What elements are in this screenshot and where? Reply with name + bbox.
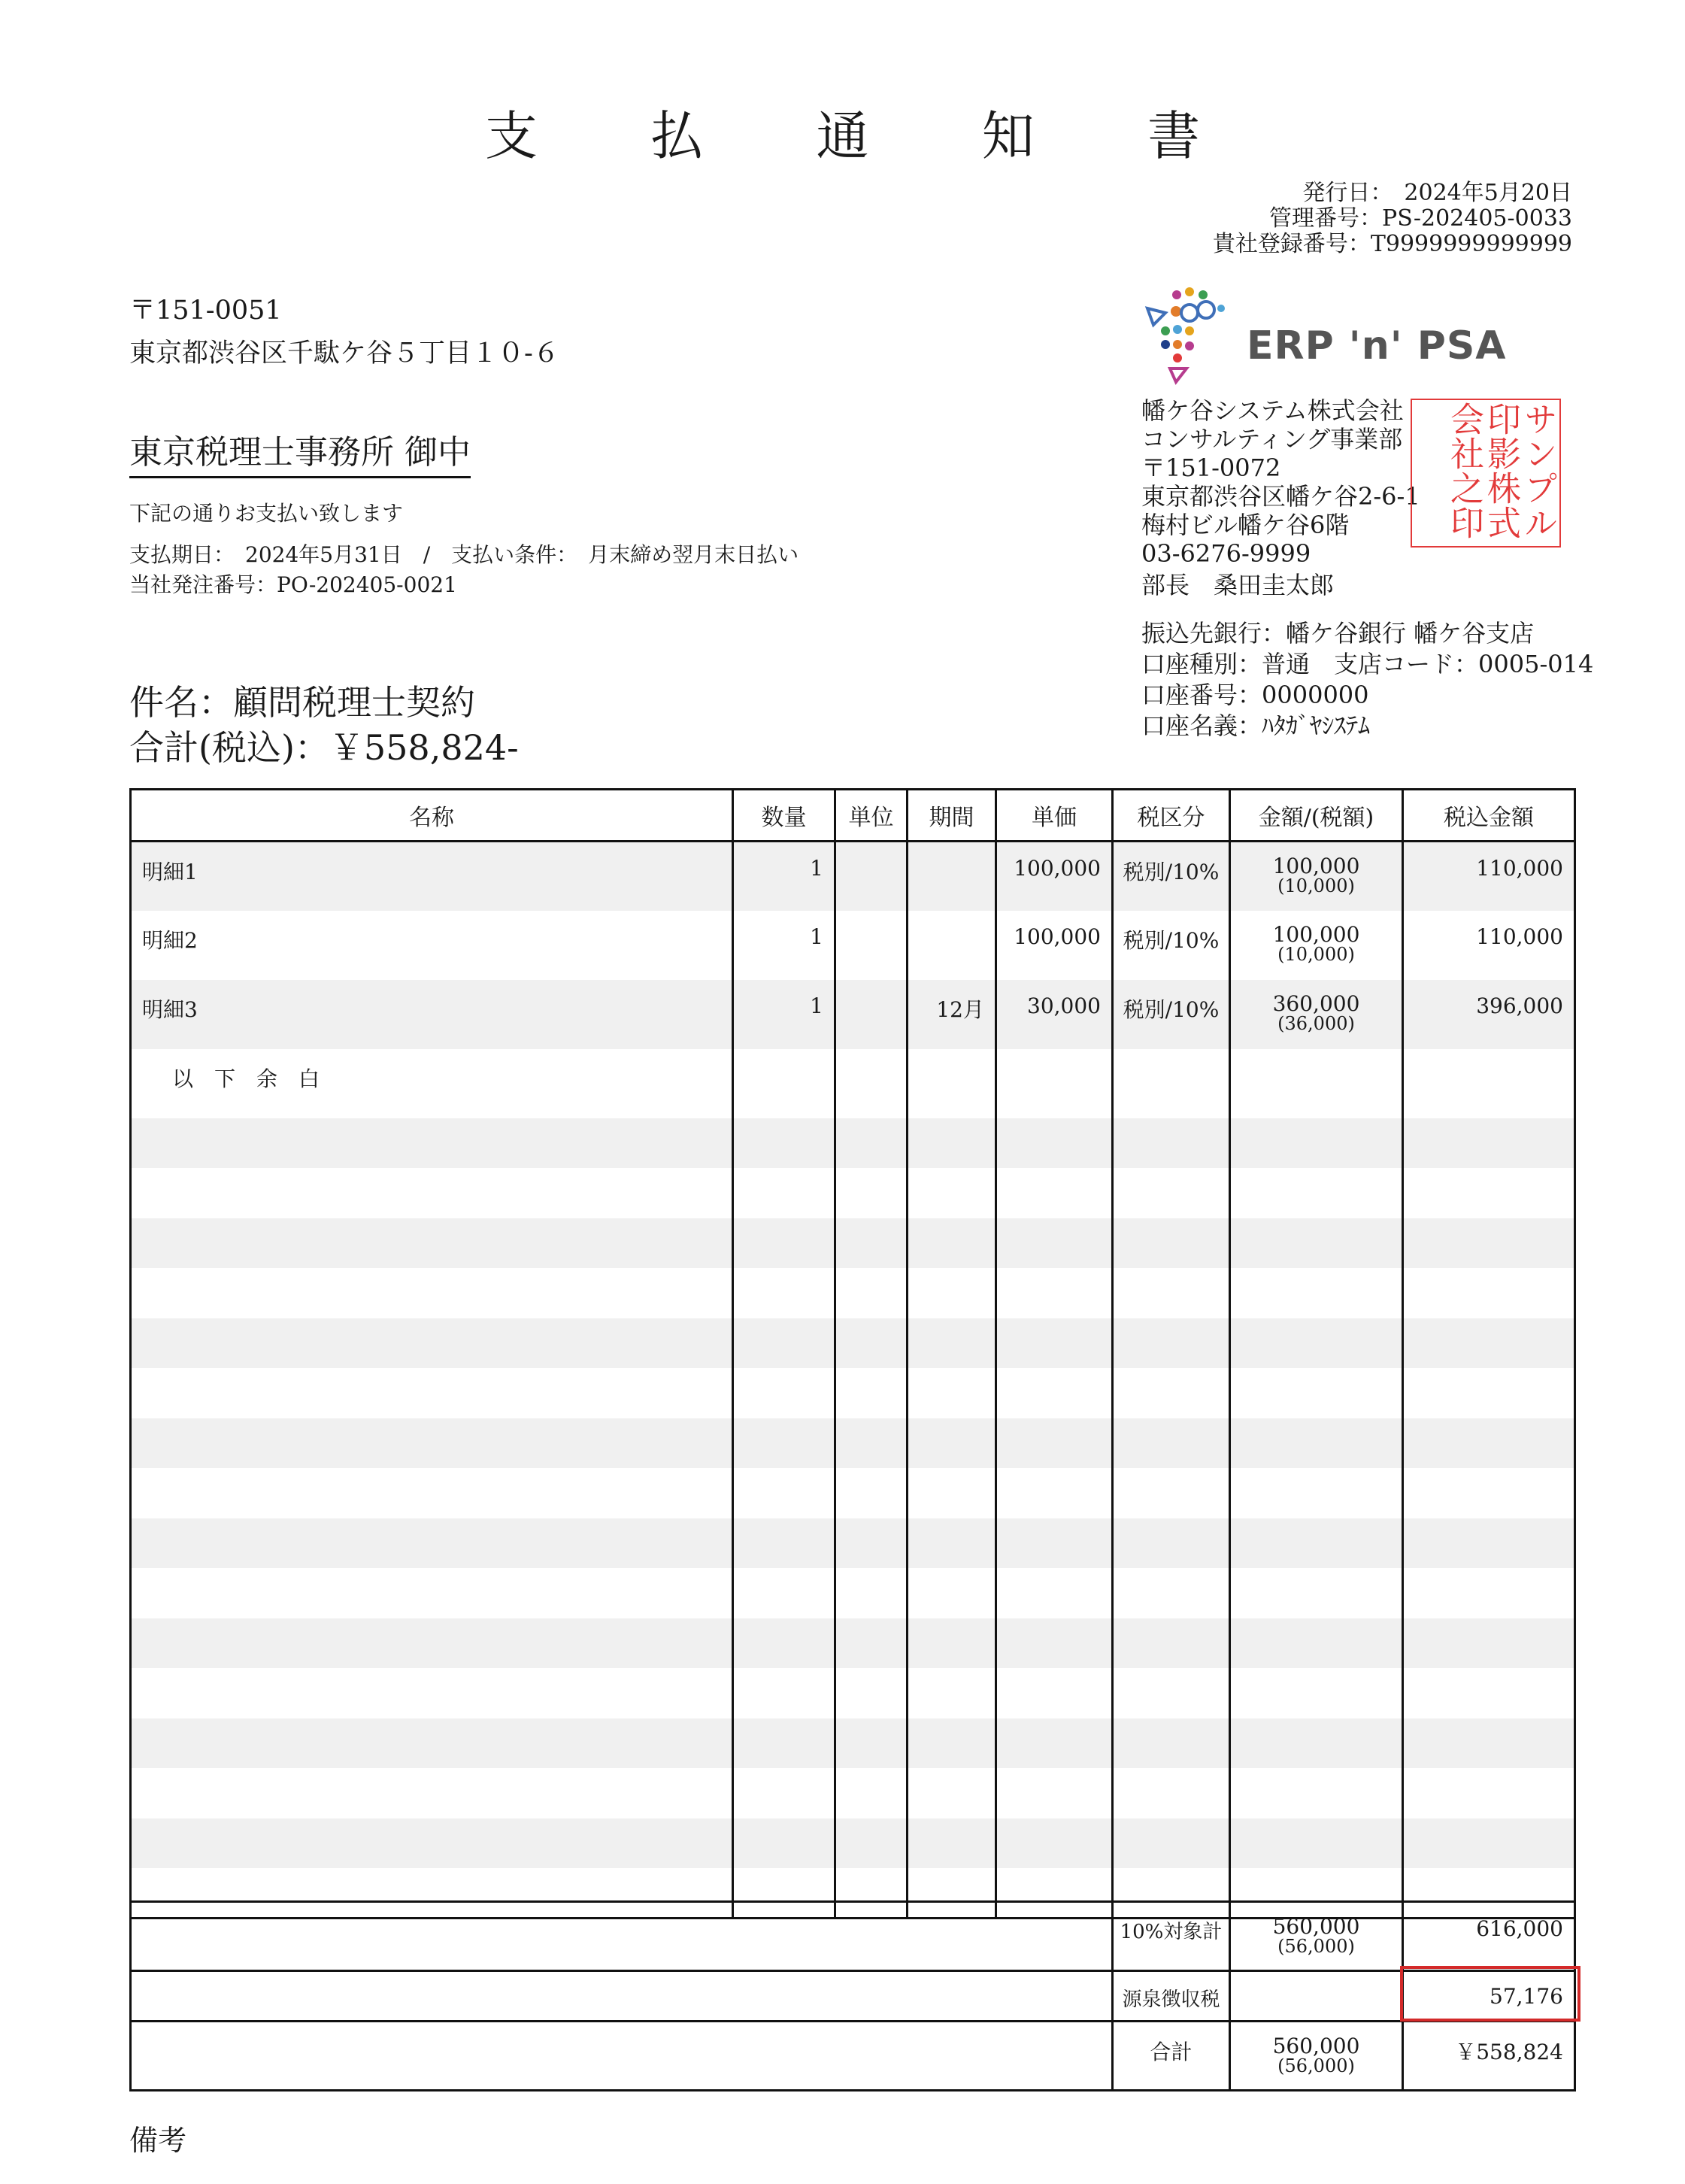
payment-terms: 支払期日： 2024年5月31日 / 支払い条件： 月末締め翌月末日払い — [129, 542, 799, 567]
item-amount: 100,000 — [1272, 921, 1360, 947]
account-name: 口座名義：ﾊﾀｶﾞﾔｼｽﾃﾑ — [1141, 711, 1371, 740]
taxable-total: 616,000 — [1403, 1902, 1575, 1971]
account-number: 口座番号：0000000 — [1141, 681, 1369, 709]
table-row — [131, 1049, 1575, 1118]
header-unit: 単位 — [835, 790, 908, 842]
table-row — [131, 1518, 1575, 1569]
total-tax: (56,000) — [1277, 2055, 1355, 2076]
header-total: 税込金額 — [1403, 790, 1575, 842]
header-period: 期間 — [908, 790, 996, 842]
remainder-note: 以 下 余 白 — [172, 1066, 320, 1091]
summary-row-withholding — [131, 1971, 1575, 2022]
item-price: 100,000 — [1014, 856, 1101, 881]
item-unit — [847, 842, 896, 856]
summary-row-total — [131, 2022, 1575, 2091]
item-period: 12月 — [936, 996, 984, 1022]
header-qty: 数量 — [733, 790, 835, 842]
grand-total: ￥558,824 — [1403, 2022, 1575, 2091]
withholding-label: 源泉徴収税 — [1113, 1971, 1230, 2022]
taxable-amount: 560,000 — [1272, 1914, 1360, 1939]
table-row — [131, 1768, 1575, 1818]
issuer-address2: 梅村ビル幡ケ谷6階 — [1141, 511, 1350, 539]
issuer-division: コンサルティング事業部 — [1141, 425, 1403, 453]
item-amount: 360,000 — [1272, 990, 1360, 1016]
withholding-amount: 57,176 — [1403, 1971, 1575, 2022]
table-row — [131, 1818, 1575, 1869]
remarks-label: 備考 — [129, 2124, 187, 2157]
item-unit — [847, 980, 896, 993]
item-qty: 1 — [810, 856, 823, 881]
item-name: 明細3 — [142, 996, 198, 1022]
issuer-company: 幡ケ谷システム株式会社 — [1141, 396, 1404, 425]
item-price: 100,000 — [1014, 924, 1101, 949]
table-row — [131, 1468, 1575, 1518]
bank-name: 振込先銀行：幡ケ谷銀行 幡ケ谷支店 — [1141, 619, 1535, 648]
line-items-table — [129, 788, 1574, 1919]
table-row — [131, 1718, 1575, 1769]
subject-title: 件名：顧問税理士契約 — [129, 682, 475, 723]
item-total: 110,000 — [1476, 856, 1563, 881]
item-unit — [847, 911, 896, 924]
table-row — [131, 1168, 1575, 1218]
recipient-address: 東京都渋谷区千駄ケ谷５丁目１０-６ — [129, 338, 559, 369]
header-tax-category: 税区分 — [1113, 790, 1230, 842]
item-amount: 100,000 — [1272, 854, 1360, 878]
item-total: 396,000 — [1476, 993, 1563, 1018]
item-qty: 1 — [810, 993, 823, 1018]
issuer-manager: 部長 桑田圭太郎 — [1141, 571, 1335, 599]
header-price: 単価 — [996, 790, 1113, 842]
item-tax-amount: (36,000) — [1277, 1012, 1355, 1034]
control-number: 管理番号：PS-202405-0033 — [1269, 205, 1572, 232]
item-qty: 1 — [810, 924, 823, 949]
total-amount: 560,000 — [1272, 2034, 1360, 2058]
item-tax-category: 税別/10% — [1123, 927, 1220, 953]
table-row — [131, 1418, 1575, 1469]
item-name: 明細1 — [142, 860, 198, 884]
withholding-highlight-box — [1400, 1966, 1580, 2022]
issuer-postal: 〒151-0072 — [1141, 453, 1281, 482]
table-row — [131, 1318, 1575, 1369]
item-period — [919, 842, 984, 856]
item-tax-amount: (10,000) — [1277, 943, 1355, 965]
table-row — [131, 1268, 1575, 1318]
issuer-phone: 03-6276-9999 — [1141, 539, 1311, 568]
item-tax-category: 税別/10% — [1123, 996, 1220, 1022]
company-logo-icon — [1143, 286, 1233, 391]
item-tax-amount: (10,000) — [1277, 875, 1355, 896]
company-seal-stamp: サンプル 印影株式 会社之印 — [1411, 399, 1561, 548]
item-total: 110,000 — [1476, 924, 1563, 949]
table-row — [131, 1568, 1575, 1618]
table-row — [131, 1668, 1575, 1718]
table-row — [131, 911, 1575, 980]
company-logo-text: ERP 'n' PSA — [1247, 323, 1507, 369]
header-name: 名称 — [131, 790, 733, 842]
registration-number: 貴社登録番号：T9999999999999 — [1212, 231, 1572, 257]
table-row — [131, 1118, 1575, 1169]
table-header-row — [131, 790, 1575, 842]
total-label: 合計 — [1113, 2022, 1230, 2091]
table-row — [131, 1368, 1575, 1418]
table-row — [131, 842, 1575, 911]
recipient-name: 東京税理士事務所 御中 — [129, 425, 471, 478]
recipient-postal: 〒151-0051 — [129, 296, 282, 326]
issue-date: 発行日： 2024年5月20日 — [1302, 180, 1572, 206]
item-name: 明細2 — [142, 927, 198, 953]
document-title: 支 払 通 知 書 — [484, 105, 1248, 167]
table-row — [131, 1618, 1575, 1669]
taxable-tax: (56,000) — [1277, 1936, 1355, 1957]
subject-total: 合計(税込)：￥558,824- — [129, 727, 519, 768]
account-type: 口座種別：普通 支店コード：0005-014 — [1141, 650, 1594, 678]
payment-message: 下記の通りお支払い致します — [129, 501, 404, 526]
table-row — [131, 1218, 1575, 1269]
po-number: 当社発注番号：PO-202405-0021 — [129, 572, 457, 597]
summary-row-taxable — [131, 1902, 1575, 1971]
item-tax-category: 税別/10% — [1123, 860, 1220, 884]
header-amount: 金額/(税額) — [1230, 790, 1403, 842]
issuer-address1: 東京都渋谷区幡ケ谷2-6-1 — [1141, 482, 1420, 511]
item-period — [919, 911, 984, 924]
taxable-label: 10%対象計 — [1113, 1902, 1230, 1971]
table-row — [131, 980, 1575, 1049]
item-price: 30,000 — [1027, 993, 1101, 1018]
summary-table — [129, 1900, 1574, 2091]
